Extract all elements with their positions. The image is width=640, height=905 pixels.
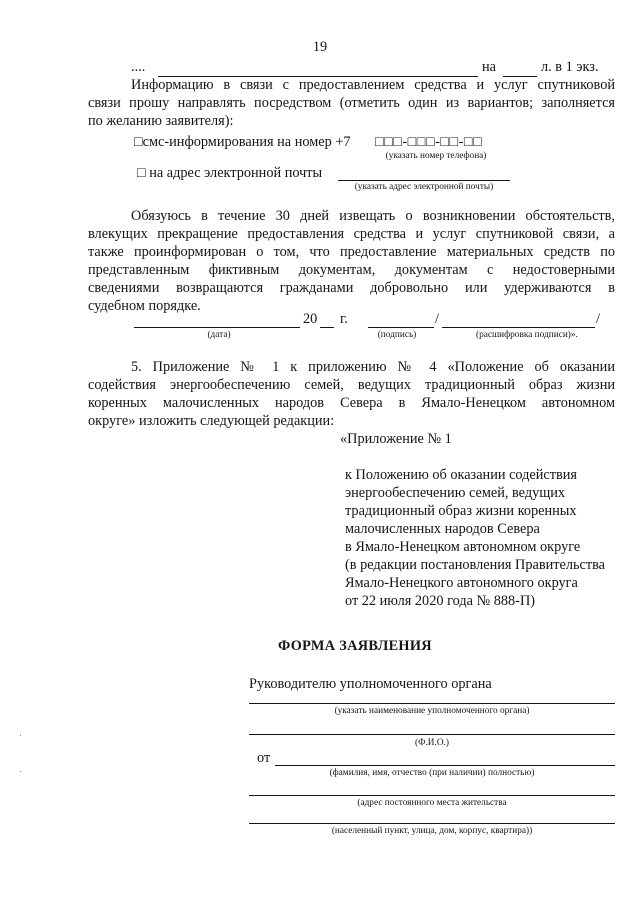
- scan-speck: [20, 735, 21, 736]
- amendment-line-2: содействия энергообеспечению семей, ведущих традиционный образ жизни: [88, 377, 615, 393]
- info-line-3: по желанию заявителя):: [88, 113, 234, 129]
- info-line-1: Информацию в связи с предоставлением средства и услуг спутниковой: [131, 77, 615, 93]
- authority-hint: (указать наименование уполномоченного органа): [334, 706, 530, 716]
- appendix-line-4: малочисленных народов Севера: [345, 521, 540, 537]
- appendix-line-6: (в редакции постановления Правительства: [345, 557, 606, 573]
- top-line-leader: ....: [131, 59, 146, 75]
- phone-number-mask[interactable]: □□□-□□□-□□-□□: [375, 134, 483, 150]
- obligation-line-3: также проинформирован о том, что предоставление материальных средств по: [88, 244, 615, 260]
- sms-option-label: смс-информирования на номер +7: [142, 134, 351, 150]
- appendix-title: «Приложение № 1: [340, 431, 452, 447]
- obligation-line-1: Обязуюсь в течение 30 дней извещать о возникновении обстоятельств,: [131, 208, 615, 224]
- appendix-line-7: Ямало-Ненецкого автономного округа: [345, 575, 578, 591]
- appendix-line-8: от 22 июля 2020 года № 888-П): [345, 593, 536, 609]
- decode-hint: (расшифровка подписи)».: [476, 330, 578, 340]
- applicant-fullname-field[interactable]: [275, 765, 615, 766]
- date-hint: (дата): [207, 330, 231, 340]
- sms-option[interactable]: [134, 133, 351, 151]
- slash-1: /: [435, 311, 439, 327]
- top-line-sheets-label: л. в 1 экз.: [541, 59, 599, 75]
- head-fio-field[interactable]: [249, 734, 615, 735]
- sms-checkbox-icon[interactable]: □: [134, 134, 143, 150]
- amendment-line-3: коренных малочисленных народов Севера в Ямало-Ненецком автономном: [88, 395, 615, 411]
- info-line-2: связи прошу направлять посредством (отметить один из вариантов; заполняется: [88, 95, 615, 111]
- obligation-line-6: судебном порядке.: [88, 298, 201, 314]
- authority-name-field[interactable]: [249, 703, 615, 704]
- fio-hint: (Ф.И.О.): [415, 738, 449, 748]
- address-field[interactable]: [249, 795, 615, 796]
- appendix-line-5: в Ямало-Ненецком автономном округе: [345, 539, 581, 555]
- fullname-hint: (фамилия, имя, отчество (при наличии) полностью): [329, 768, 535, 778]
- address-hint: (адрес постоянного места жительства: [357, 798, 507, 808]
- obligation-line-5: сведениями возвращаются гражданами добровольно или удерживаются в: [88, 280, 615, 296]
- obligation-line-2: влекущих прекращение предоставления средства и услуг спутниковой связи, а: [88, 226, 615, 242]
- email-address-field[interactable]: [338, 180, 510, 181]
- phone-hint: (указать номер телефона): [385, 151, 487, 161]
- signature-field[interactable]: [368, 327, 434, 328]
- locality-hint: (населенный пункт, улица, дом, корпус, квартира)): [331, 826, 533, 836]
- appendix-line-2: энергообеспечению семей, ведущих: [345, 485, 566, 501]
- page-number: 19: [312, 39, 328, 55]
- amendment-line-4: округе» изложить следующей редакции:: [88, 413, 335, 429]
- date-field[interactable]: [134, 327, 300, 328]
- scan-speck: [20, 771, 21, 772]
- email-option[interactable]: [137, 164, 322, 182]
- year-prefix: 20: [303, 311, 318, 327]
- email-option-label: на адрес электронной почты: [149, 165, 323, 181]
- top-line-on-label: на: [482, 59, 496, 75]
- slash-2: /: [596, 311, 600, 327]
- locality-field[interactable]: [249, 823, 615, 824]
- signature-decode-field[interactable]: [442, 327, 595, 328]
- from-label: от: [257, 750, 271, 766]
- addressee: Руководителю уполномоченного органа: [249, 676, 492, 692]
- obligation-line-4: представленным фиктивным документам, документам с недостоверными: [88, 262, 615, 278]
- appendix-line-3: традиционный образ жизни коренных: [345, 503, 577, 519]
- form-title: ФОРМА ЗАЯВЛЕНИЯ: [278, 638, 432, 654]
- year-field[interactable]: [320, 327, 334, 328]
- email-checkbox-icon[interactable]: □: [137, 165, 146, 181]
- email-hint: (указать адрес электронной почты): [354, 182, 494, 192]
- year-suffix: г.: [340, 311, 348, 327]
- amendment-line-1: 5. Приложение № 1 к приложению № 4 «Положение об оказании: [131, 359, 615, 375]
- appendix-line-1: к Положению об оказании содействия: [345, 467, 577, 483]
- signature-hint: (подпись): [377, 330, 417, 340]
